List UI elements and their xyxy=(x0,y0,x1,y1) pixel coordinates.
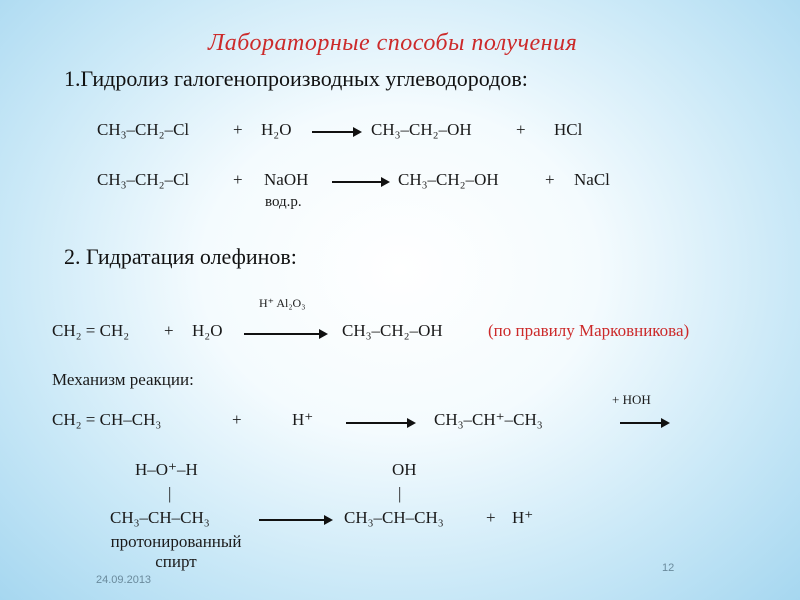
step2-top-group: H–O⁺–H xyxy=(135,460,198,479)
hydration-reactant2: H₂O xyxy=(192,321,223,340)
step2-arrow xyxy=(259,519,331,521)
step2-bond1: | xyxy=(168,484,172,503)
eq2-reactant2: NaOH xyxy=(264,170,309,189)
hydration-plus: + xyxy=(164,321,174,340)
hydration-product: CH₃–CH₂–OH xyxy=(342,321,443,340)
step2-bond2: | xyxy=(398,484,402,503)
step1-reactant2: H⁺ xyxy=(292,410,314,429)
step1-reagent: + HOH xyxy=(612,392,651,407)
hydration-reactant1: CH₂ = CH₂ xyxy=(52,321,130,340)
step2-oh: OH xyxy=(392,460,417,479)
eq1-plus2: + xyxy=(516,120,526,139)
step2-plus: + xyxy=(486,508,496,527)
markovnikov-note: (по правилу Марковникова) xyxy=(488,321,690,340)
step2-intermediate: CH₃–CH–CH₃ xyxy=(110,508,210,527)
step1-plus: + xyxy=(232,410,242,429)
eq2-product1: CH₃–CH₂–OH xyxy=(398,170,499,189)
section1-heading: 1.Гидролиз галогенопроизводных углеводородов: xyxy=(64,66,528,91)
slide-number: 12 xyxy=(662,562,675,574)
eq1-plus1: + xyxy=(233,120,243,139)
step2-byproduct: H⁺ xyxy=(512,508,534,527)
eq1-reactant2: H₂O xyxy=(261,120,292,139)
step2-intermediate-label: протонированный спирт xyxy=(110,532,242,571)
eq1-reactant1: CH₃–CH₂–Cl xyxy=(97,120,190,139)
hydration-condition: H⁺ Al₂O₃ xyxy=(259,296,306,310)
eq2-plus1: + xyxy=(233,170,243,189)
slide-date: 24.09.2013 xyxy=(96,574,152,586)
eq1-arrow xyxy=(312,131,360,133)
section2-heading: 2. Гидратация олефинов: xyxy=(64,244,297,269)
eq2-arrow xyxy=(332,181,388,183)
mechanism-heading: Механизм реакции: xyxy=(52,370,194,389)
step1-arrow xyxy=(346,422,414,424)
eq1-product1: CH₃–CH₂–OH xyxy=(371,120,472,139)
eq2-plus2: + xyxy=(545,170,555,189)
step2-product: CH₃–CH–CH₃ xyxy=(344,508,444,527)
step1-product: CH₃–CH⁺–CH₃ xyxy=(434,410,543,429)
step1-reactant1: CH₂ = CH–CH₃ xyxy=(52,410,162,429)
eq2-reactant2-note: вод.р. xyxy=(265,194,302,210)
step1-arrow-next xyxy=(620,422,668,424)
eq2-product2: NaCl xyxy=(574,170,610,189)
eq2-reactant1: CH₃–CH₂–Cl xyxy=(97,170,190,189)
hydration-arrow xyxy=(244,333,326,335)
slide-title: Лабораторные способы получения xyxy=(208,30,578,56)
eq1-product2: HCl xyxy=(554,120,583,139)
